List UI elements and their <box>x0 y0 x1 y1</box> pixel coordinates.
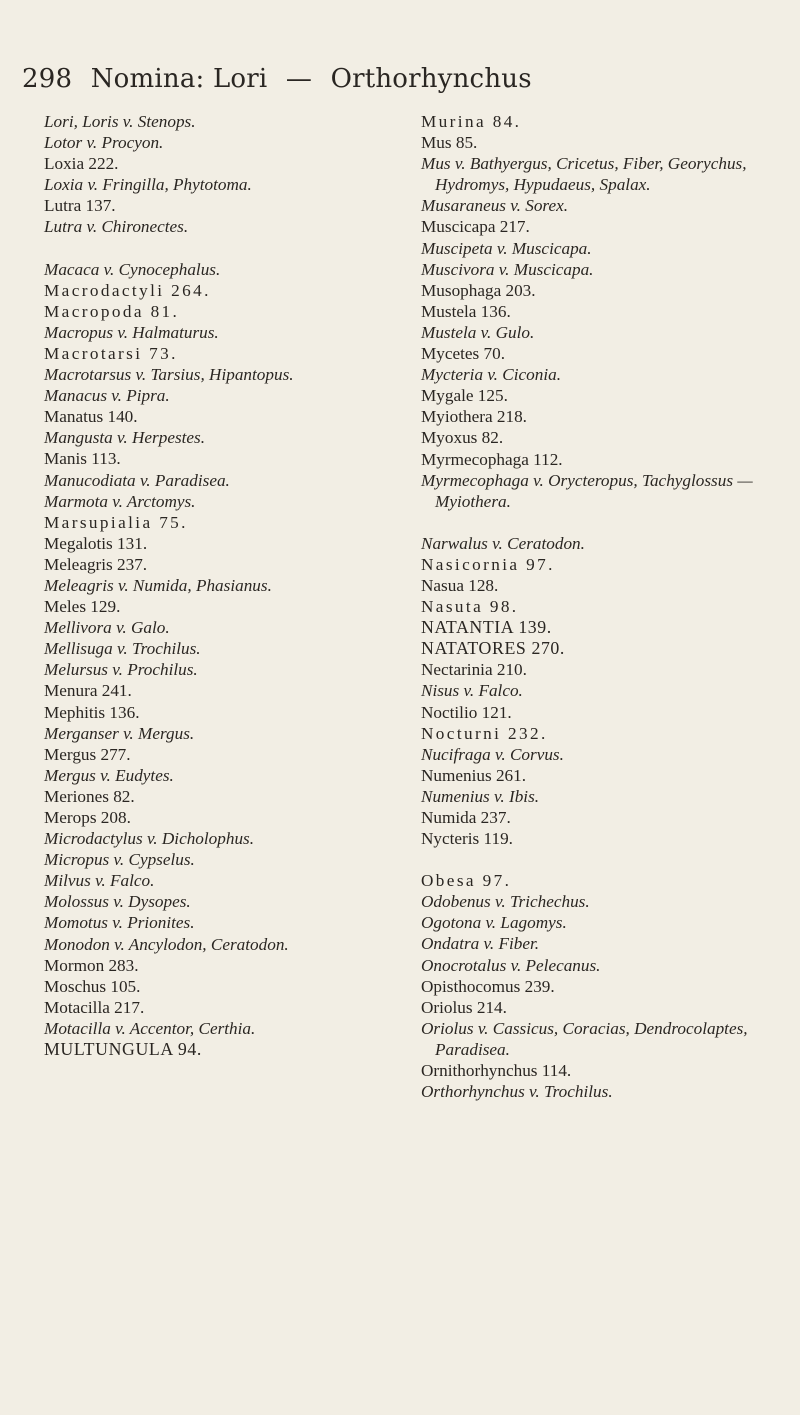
index-entry: Lutra v. Chironectes. <box>44 217 189 237</box>
index-entry: Murina 84. <box>421 112 522 131</box>
index-entry: Moschus 105. <box>44 976 141 996</box>
index-entry: Loxia v. Fringilla, Phytotoma. <box>44 175 252 195</box>
index-entry: Nasuta 98. <box>421 597 519 617</box>
index-entry: NATATORES 270. <box>421 638 565 659</box>
index-entry: Meles 129. <box>44 597 121 617</box>
index-entry: Mustela v. Gulo. <box>421 322 535 342</box>
index-entry: Numenius 261. <box>421 765 527 785</box>
header-title: Nomina: Lori <box>90 64 268 94</box>
index-entry: Macropoda 81. <box>44 301 180 321</box>
index-entry: Mergus v. Eudytes. <box>44 765 174 785</box>
section-gap <box>421 849 783 870</box>
index-entry: Nectarinia 210. <box>421 660 527 680</box>
index-entry: Loxia 222. <box>44 154 119 174</box>
index-entry: Mycetes 70. <box>421 344 506 364</box>
index-entry: Muscivora v. Muscicapa. <box>421 259 594 279</box>
index-entry: Numida 237. <box>421 808 511 827</box>
index-entry: Monodon v. Ancylodon, Ceratodon. <box>44 934 289 954</box>
index-entry: NATANTIA 139. <box>421 617 552 638</box>
page-number: 298 <box>22 64 73 94</box>
index-entry: Lotor v. Procyon. <box>44 133 164 153</box>
index-entry: Noctilio 121. <box>421 702 512 722</box>
index-entry: Meleagris v. Numida, Phasianus. <box>44 575 272 595</box>
index-entry: Megalotis 131. <box>44 533 148 553</box>
index-entry: Ondatra v. Fiber. <box>421 934 540 954</box>
index-entry: Mustela 136. <box>421 301 511 321</box>
index-entry: Merganser v. Mergus. <box>44 723 195 743</box>
index-entry: Nycteris 119. <box>421 829 513 849</box>
index-entry: Ornithorhynchus 114. <box>421 1061 572 1081</box>
index-entry: Opisthocomus 239. <box>421 976 555 996</box>
index-entry: Mephitis 136. <box>44 702 140 722</box>
index-entry: Obesa 97. <box>421 871 512 891</box>
index-entry: Orthorhynchus v. Trochilus. <box>421 1082 613 1102</box>
page-header <box>22 64 782 94</box>
index-entry: Melursus v. Prochilus. <box>44 660 198 680</box>
index-entry: Macrotarsi 73. <box>44 343 178 363</box>
index-entry: Muscicapa 217. <box>421 217 530 237</box>
index-entry: Manis 113. <box>44 449 121 469</box>
index-entry: Muscipeta v. Muscicapa. <box>421 238 592 258</box>
index-entry: Milvus v. Falco. <box>44 871 155 891</box>
index-entry: Momotus v. Prionites. <box>44 913 195 933</box>
index-entry: Numenius v. Ibis. <box>421 786 540 806</box>
index-entry: Meriones 82. <box>44 786 135 806</box>
index-entry: MULTUNGULA 94. <box>44 1039 202 1060</box>
index-entry: Oriolus v. Cassicus, Coracias, Dendrocolaptes, Paradisea. <box>421 1018 748 1059</box>
index-entry: Macaca v. Cynocephalus. <box>44 259 221 279</box>
index-entry: Macrodactyli 264. <box>44 280 211 300</box>
index-entry: Odobenus v. Trichechus. <box>421 892 590 912</box>
index-entry: Macrotarsus v. Tarsius, Hipantopus. <box>44 365 294 385</box>
index-entry: Marsupialia 75. <box>44 512 188 532</box>
index-entry: Narwalus v. Ceratodon. <box>421 533 585 553</box>
index-entry: Micropus v. Cypselus. <box>44 850 195 870</box>
index-entry: Oriolus 214. <box>421 997 507 1017</box>
header-dash: — <box>285 64 313 94</box>
index-entry: Menura 241. <box>44 681 132 701</box>
index-entry: Meleagris 237. <box>44 554 148 574</box>
right-column <box>421 111 783 1102</box>
index-entry: Manucodiata v. Paradisea. <box>44 470 230 490</box>
index-entry: Mangusta v. Herpestes. <box>44 428 206 448</box>
index-entry: Manacus v. Pipra. <box>44 386 170 406</box>
index-entry: Motacilla v. Accentor, Certhia. <box>44 1018 256 1038</box>
section-gap <box>421 512 783 533</box>
index-entry: Merops 208. <box>44 808 131 827</box>
index-entry: Musaraneus v. Sorex. <box>421 196 569 216</box>
index-entry: Nasua 128. <box>421 575 499 595</box>
index-entry: Lori, Loris v. Stenops. <box>44 112 196 131</box>
index-entry: Mormon 283. <box>44 955 139 975</box>
index-entry: Myrmecophaga 112. <box>421 449 563 469</box>
index-entry: Nocturni 232. <box>421 723 548 743</box>
index-entry: Mycteria v. Ciconia. <box>421 365 561 385</box>
index-entry: Onocrotalus v. Pelecanus. <box>421 955 601 975</box>
index-entry: Nisus v. Falco. <box>421 681 523 701</box>
index-entry: Ogotona v. Lagomys. <box>421 913 567 933</box>
left-column <box>44 111 366 1060</box>
index-entry: Mergus 277. <box>44 744 131 764</box>
index-entry: Molossus v. Dysopes. <box>44 892 191 912</box>
index-entry: Myiothera 218. <box>421 407 527 427</box>
index-entry: Marmota v. Arctomys. <box>44 491 196 511</box>
section-gap <box>44 238 366 259</box>
index-entry: Myrmecophaga v. Orycteropus, Tachyglossus — Myiothera. <box>421 470 753 511</box>
index-entry: Mus 85. <box>421 133 478 153</box>
header-range-end: Orthorhynchus <box>330 64 532 94</box>
index-entry: Nucifraga v. Corvus. <box>421 744 564 764</box>
index-entry: Myoxus 82. <box>421 428 504 448</box>
index-entry: Nasicornia 97. <box>421 554 555 574</box>
index-entry: Mus v. Bathyergus, Cricetus, Fiber, Georychus, Hydromys, Hypudaeus, Spalax. <box>421 154 747 195</box>
index-entry: Macropus v. Halmaturus. <box>44 322 219 342</box>
index-entry: Microdactylus v. Dicholophus. <box>44 829 255 849</box>
index-entry: Musophaga 203. <box>421 280 536 300</box>
index-entry: Mygale 125. <box>421 386 508 406</box>
index-entry: Motacilla 217. <box>44 997 145 1017</box>
index-entry: Mellisuga v. Trochilus. <box>44 639 201 659</box>
index-entry: Mellivora v. Galo. <box>44 618 170 638</box>
index-entry: Lutra 137. <box>44 196 116 216</box>
index-entry: Manatus 140. <box>44 407 138 427</box>
